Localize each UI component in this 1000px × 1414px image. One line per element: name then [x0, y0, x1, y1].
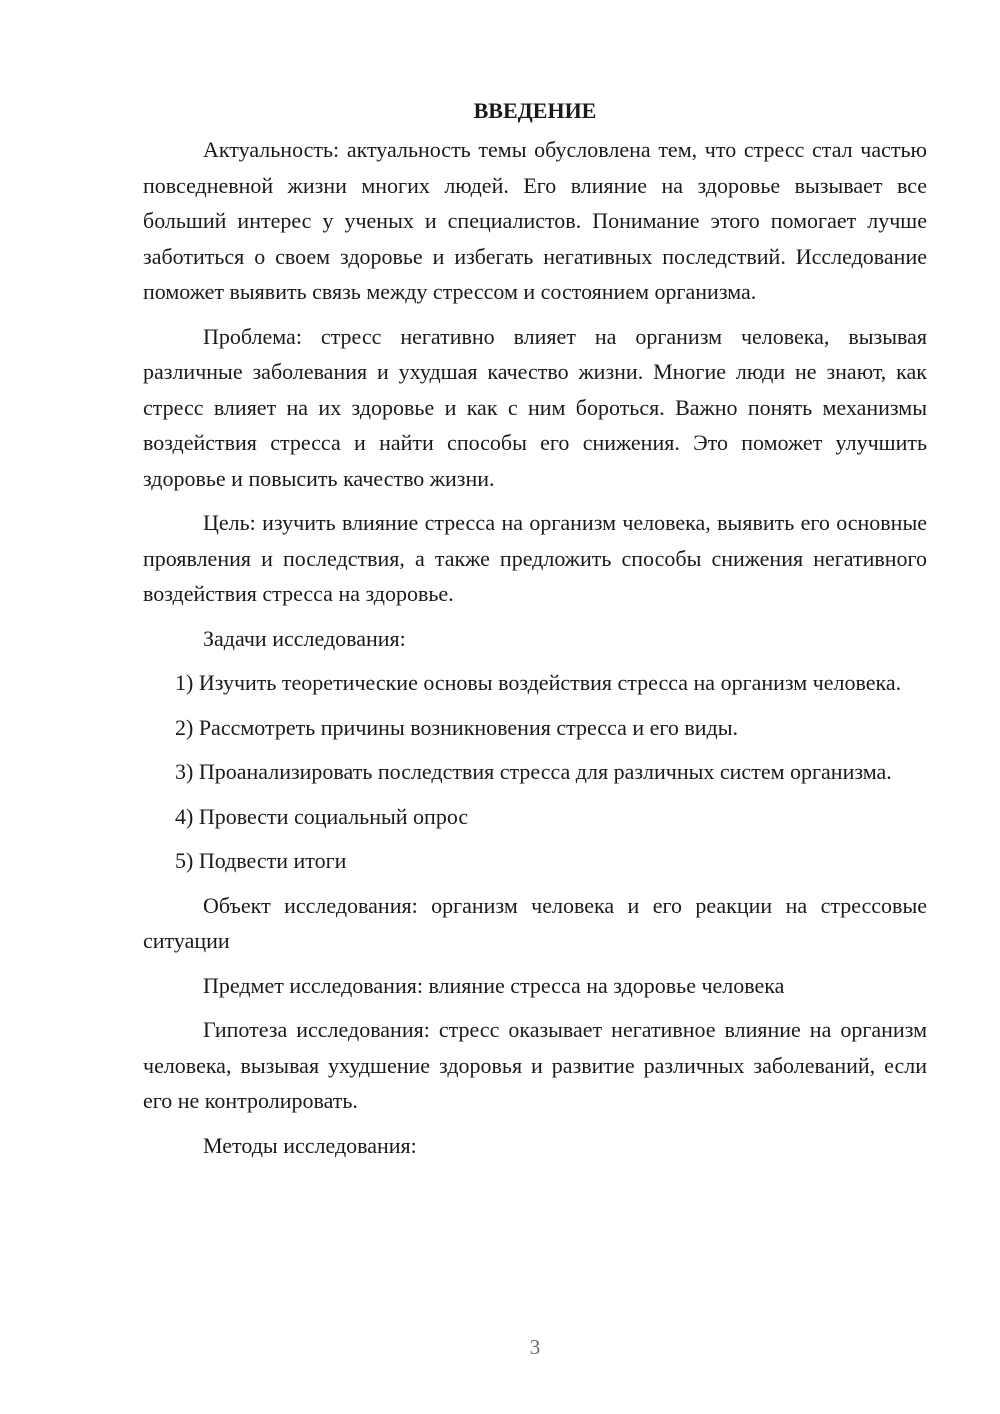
paragraph-methods: Методы исследования:: [203, 1132, 417, 1158]
task-item: 3) Проанализировать последствия стресса для различных систем организма.: [175, 759, 892, 784]
task-item: 4) Провести социальный опрос: [175, 803, 469, 829]
paragraph-subject: Предмет исследования: влияние стресса на здоровье человека: [203, 972, 785, 998]
paragraph-tasks-heading: Задачи исследования:: [203, 625, 406, 651]
paragraph-goal: Цель: изучить влияние стресса на организм человека, выявить его основные проявления и последствия, а также предложить способы снижения негативного воздействия стресса на здоровье.: [143, 510, 927, 606]
paragraph-problem: Проблема: стресс негативно влияет на организм человека, вызывая различные заболевания и ухудшая качество жизни. Многие люди не знают, как стресс влияет на их здоровье и как с ним бороться. Важно понять механизмы воздействия стресса и найти способы его снижения. Это поможет улучшить здоровье и повысить качество жизни.: [143, 323, 927, 491]
page-content: [143, 93, 927, 1172]
paragraph-hypothesis: Гипотеза исследования: стресс оказывает негативное влияние на организм человека, вызывая ухудшение здоровья и развитие различных заболеваний, если его не контролировать.: [143, 1017, 927, 1113]
task-item: 2) Рассмотреть причины возникновения стресса и его виды.: [175, 714, 739, 740]
paragraph-object: Объект исследования: организм человека и его реакции на стрессовые ситуации: [143, 892, 927, 953]
section-title: ВВЕДЕНИЕ: [473, 98, 597, 123]
paragraph-relevance: Актуальность: актуальность темы обусловлена тем, что стресс стал частью повседневной жизни многих людей. Его влияние на здоровье вызывает все больший интерес у ученых и специалистов. Понимание этого помогает лучше заботиться о своем здоровье и избегать негативных последствий. Исследование поможет выявить связь между стрессом и состоянием организма.: [143, 137, 927, 304]
task-item: 1) Изучить теоретические основы воздействия стресса на организм человека.: [175, 670, 902, 695]
page-number: 3: [529, 1335, 541, 1359]
task-item: 5) Подвести итоги: [175, 848, 347, 873]
